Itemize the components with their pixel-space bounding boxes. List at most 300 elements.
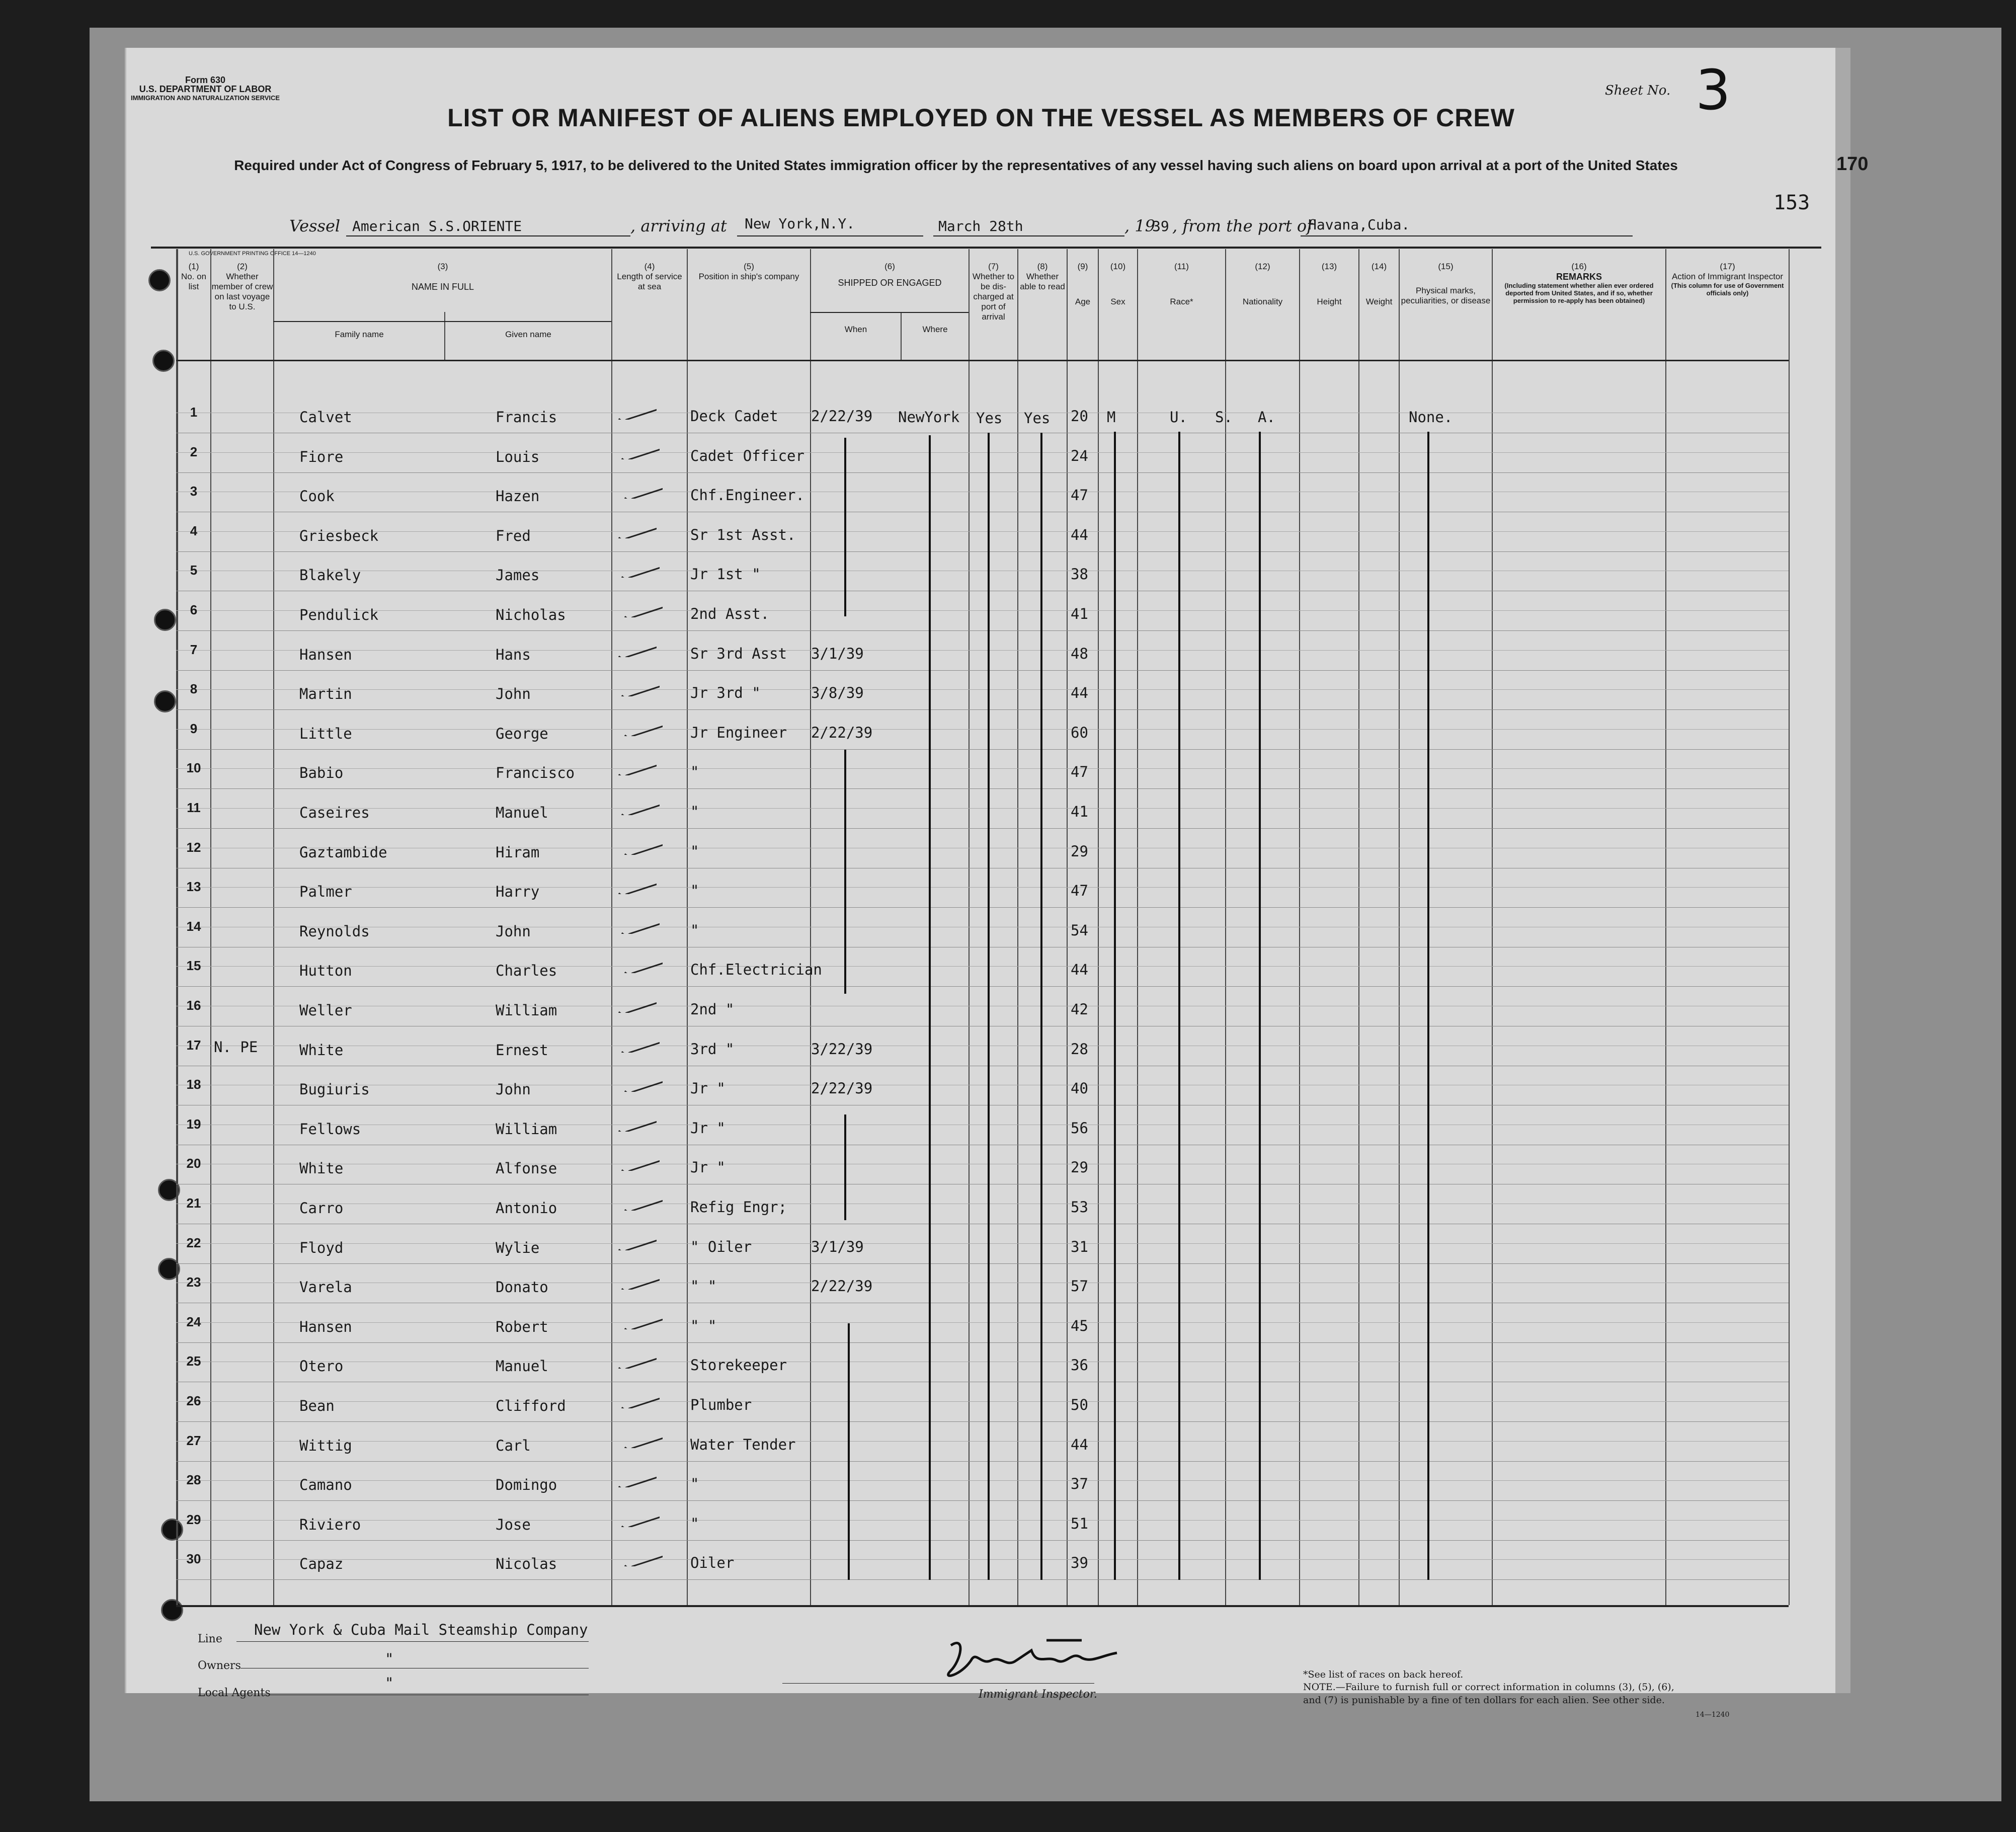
family-name-cell: Blakely (299, 567, 361, 584)
position-cell: Chf.Engineer. (690, 487, 804, 504)
binder-hole (148, 269, 171, 291)
position-cell: Jr " (690, 1119, 725, 1137)
position-cell: 2nd " (690, 1001, 735, 1018)
row-rule (176, 749, 1789, 750)
age-cell: 44 (1071, 1436, 1088, 1453)
row-rule (176, 788, 1789, 789)
given-name-cell: Clifford (496, 1397, 566, 1414)
printing-office: U.S. GOVERNMENT PRINTING OFFICE 14—1240 (189, 251, 316, 257)
year-prefix: , 19 (1124, 216, 1156, 235)
row-number: 1 (190, 405, 198, 420)
age-cell: 41 (1071, 605, 1088, 622)
ditto-line (1427, 432, 1429, 1580)
sex-value: M (1107, 409, 1116, 426)
given-name-cell: Harry (496, 883, 540, 901)
age-cell: 29 (1071, 1159, 1088, 1176)
age-cell: 29 (1071, 842, 1088, 860)
row-number: 10 (186, 760, 201, 776)
row-subrule (176, 610, 1789, 611)
shipped-when-cell: 3/1/39 (811, 1238, 864, 1255)
binder-hole (161, 1599, 183, 1621)
position-cell: " (690, 882, 699, 900)
col-index: (10) (1110, 262, 1126, 271)
shipped-when-cell: 2/22/39 (811, 724, 873, 741)
check-mark-icon (622, 1551, 663, 1566)
col-index: (13) (1321, 262, 1337, 271)
row-rule (176, 986, 1789, 987)
row-number: 27 (186, 1432, 201, 1448)
ditto-line (1178, 432, 1180, 1580)
family-name-cell: Fiore (299, 448, 344, 465)
row-rule (176, 907, 1789, 908)
row-number: 21 (186, 1196, 201, 1211)
age-cell: 28 (1071, 1040, 1088, 1058)
agents-label: Local Agents (198, 1687, 271, 1699)
col-index: (16) (1571, 262, 1587, 271)
row-subrule (176, 1243, 1789, 1244)
age-cell: 47 (1071, 763, 1088, 781)
check-mark-icon (616, 760, 657, 775)
check-mark-icon (616, 523, 657, 538)
col-index: (7) (988, 262, 999, 271)
inspector-signature (931, 1630, 1142, 1691)
date-underline (933, 235, 1124, 236)
row-number: 16 (186, 998, 201, 1013)
ditto-line (929, 435, 931, 1580)
given-name-cell: John (496, 922, 531, 940)
col-title: No. on list (181, 272, 207, 291)
col-index: (11) (1174, 262, 1189, 271)
check-mark-icon (622, 840, 663, 855)
shipped-where-value: NewYork (898, 409, 960, 426)
col-index: (4) (644, 262, 655, 271)
col-title: Weight (1365, 297, 1393, 306)
year-value: 39 (1152, 218, 1169, 234)
family-name-cell: Hansen (299, 1318, 352, 1335)
check-mark-icon (619, 1393, 660, 1408)
given-name-cell: Nicholas (496, 606, 566, 623)
age-cell: 54 (1071, 921, 1088, 939)
family-name-cell: Martin (299, 685, 352, 703)
family-name-cell: Bean (299, 1397, 335, 1414)
family-name-cell: Otero (299, 1358, 344, 1375)
header-rule (151, 247, 1821, 249)
family-name-cell: White (299, 1041, 344, 1059)
check-mark-icon (619, 800, 660, 815)
vessel-value: American S.S.ORIENTE (352, 218, 522, 234)
given-name-cell: John (496, 685, 531, 703)
given-name-cell: Francis (496, 409, 557, 426)
col-title: NAME IN FULL (411, 282, 474, 292)
row-rule (176, 1540, 1789, 1541)
age-cell: 38 (1071, 566, 1088, 583)
family-name-cell: Hutton (299, 962, 352, 980)
arriving-value: New York,N.Y. (745, 215, 855, 232)
position-cell: Deck Cadet (690, 408, 778, 425)
col-header-action (1666, 262, 1789, 297)
row-number: 5 (190, 563, 198, 578)
age-cell: 56 (1071, 1119, 1088, 1137)
check-mark-icon (619, 1512, 660, 1527)
family-name-cell: Capaz (299, 1555, 344, 1573)
row-rule (176, 828, 1789, 829)
age-cell: 50 (1071, 1396, 1088, 1413)
check-mark-icon (616, 405, 657, 420)
given-name-cell: William (496, 1002, 557, 1019)
given-name-cell: James (496, 567, 540, 584)
position-cell: Storekeeper (690, 1357, 787, 1374)
owners-value: " (385, 1650, 394, 1667)
given-name-cell: Wylie (496, 1239, 540, 1256)
arriving-underline (737, 235, 923, 236)
col-header-height (1300, 262, 1358, 307)
row-rule (176, 1579, 1789, 1580)
row-subrule (176, 531, 1789, 532)
check-mark-icon (619, 1038, 660, 1053)
line-label: Line (198, 1633, 222, 1645)
given-name-cell: Louis (496, 448, 540, 465)
row-subrule (176, 1559, 1789, 1560)
col-header-remarks (1493, 262, 1665, 304)
row-number: 12 (186, 839, 201, 855)
family-name-cell: Griesbeck (299, 527, 379, 544)
ditto-line (1259, 432, 1261, 1580)
check-mark-icon (622, 1314, 663, 1329)
shipped-when-cell: 3/1/39 (811, 645, 864, 662)
vessel-label: Vessel (289, 216, 341, 235)
row-number: 4 (190, 523, 198, 538)
given-name-cell: Manuel (496, 804, 548, 821)
col-title: Length of service at sea (617, 272, 682, 291)
col-header-when: When (844, 325, 867, 334)
ditto-line (1040, 433, 1042, 1580)
row-rule (176, 670, 1789, 671)
given-name-cell: Hazen (496, 488, 540, 505)
service-name: IMMIGRATION AND NATURALIZATION SERVICE (131, 94, 280, 102)
col-header-sex (1099, 262, 1137, 307)
row-rule (176, 1263, 1789, 1264)
family-name-cell: Camano (299, 1476, 352, 1494)
position-cell: " (690, 921, 699, 939)
family-name-cell: Little (299, 725, 352, 742)
check-mark-icon (616, 1353, 657, 1369)
given-name-cell: Charles (496, 962, 557, 980)
row-subrule (176, 1322, 1789, 1323)
col-index: (17) (1720, 262, 1735, 271)
shipped-header-rule (810, 312, 969, 313)
page-edge (1835, 48, 1850, 1693)
row-number: 30 (186, 1551, 201, 1567)
col-header-read (1018, 262, 1067, 292)
col-title: REMARKS (1556, 272, 1602, 282)
col-header-physical (1400, 262, 1492, 306)
col-line (1789, 249, 1790, 1605)
check-mark-icon (616, 1472, 657, 1487)
given-name-cell: John (496, 1081, 531, 1098)
col-index: (5) (744, 262, 754, 271)
fine-note: NOTE.—Failure to furnish full or correct information in columns (3), (5), (6), and (7) is punishable by a fine of ten dollars for each alien. See other side. (1303, 1682, 1674, 1706)
row-number: 25 (186, 1353, 201, 1369)
ditto-line (844, 438, 846, 616)
arriving-label: , arriving at (630, 216, 727, 235)
col-title: Whether to be dis-charged at port of arrival (972, 272, 1015, 322)
inspector-label: Immigrant Inspector. (979, 1688, 1097, 1701)
col-index: (12) (1255, 262, 1270, 271)
col-index: (9) (1077, 262, 1088, 271)
age-cell: 44 (1071, 961, 1088, 979)
row-rule (176, 630, 1789, 631)
position-cell: " " (690, 1317, 717, 1334)
row-number: 9 (190, 721, 198, 736)
given-name-cell: Manuel (496, 1358, 548, 1375)
given-name-cell: Domingo (496, 1476, 557, 1494)
col-title: Position in ship's company (698, 272, 799, 281)
age-cell: 47 (1071, 882, 1088, 900)
col-header-no (177, 262, 210, 292)
row-rule (176, 1421, 1789, 1422)
age-cell: 39 (1071, 1554, 1088, 1572)
discharged-value: Yes (976, 410, 1003, 427)
family-name-cell: Calvet (299, 409, 352, 426)
given-name-cell: Antonio (496, 1200, 557, 1217)
age-cell: 57 (1071, 1278, 1088, 1295)
col-title: Whether member of crew on last voyage to U.S. (211, 272, 273, 311)
row-number: 11 (187, 800, 201, 815)
position-cell: " Oiler (690, 1238, 752, 1255)
family-name-cell: Bugiuris (299, 1081, 370, 1098)
ditto-line (988, 433, 990, 1580)
row-number: 18 (186, 1077, 201, 1092)
col-title: Race* (1170, 297, 1193, 306)
agents-value: " (385, 1675, 394, 1692)
given-name-cell: George (496, 725, 548, 742)
from-value: Havana,Cuba. (1308, 216, 1410, 233)
check-mark-icon (616, 642, 657, 657)
row-rule (176, 709, 1789, 710)
family-name-cell: Pendulick (299, 606, 379, 623)
col-title: Sex (1110, 297, 1125, 306)
family-name-cell: Wittig (299, 1437, 352, 1454)
row-rule (176, 1461, 1789, 1462)
check-mark-icon (622, 1077, 663, 1092)
given-name-cell: Robert (496, 1318, 548, 1335)
row-subrule (176, 729, 1789, 730)
shipped-when-cell: 3/8/39 (811, 684, 864, 702)
position-cell: Plumber (690, 1396, 752, 1413)
col-index: (2) (237, 262, 248, 271)
row-subrule (176, 1480, 1789, 1481)
position-cell: Jr 1st " (690, 566, 761, 583)
check-mark-icon (616, 879, 657, 894)
row-rule (176, 472, 1789, 473)
row-number: 6 (190, 602, 198, 617)
table-bottom (176, 1605, 1789, 1607)
col-index: (1) (188, 262, 199, 271)
races-note: *See list of races on back hereof. (1303, 1669, 1464, 1680)
age-cell: 48 (1071, 645, 1088, 662)
family-name-cell: Fellows (299, 1120, 361, 1138)
check-mark-icon (619, 444, 660, 459)
col-header-prev-voyage (211, 262, 273, 312)
check-mark-icon (622, 958, 663, 973)
line-underline (236, 1641, 589, 1642)
col-index: (15) (1438, 262, 1454, 271)
row-subrule (176, 768, 1789, 769)
col-title: Height (1317, 297, 1342, 306)
page-number: 170 (1836, 153, 1869, 175)
check-mark-icon (619, 1156, 660, 1171)
given-name-cell: Hiram (496, 843, 540, 861)
row-number: 8 (190, 681, 198, 697)
age-cell: 36 (1071, 1357, 1088, 1374)
family-name-cell: Reynolds (299, 922, 370, 940)
position-cell: Jr " (690, 1080, 725, 1097)
check-mark-icon (622, 1433, 663, 1448)
race-value-a: U. (1170, 409, 1187, 426)
check-mark-icon (619, 681, 660, 696)
page-subtitle: Required under Act of Congress of February 5, 1917, to be delivered to the United States immigration officer by the representatives of any vessel having such aliens on board upon arrival at a port of the United States (234, 157, 1678, 173)
col-index: (6) (884, 262, 895, 271)
col-index: (8) (1037, 262, 1048, 271)
position-cell: Water Tender (690, 1436, 796, 1453)
row-rule (176, 551, 1789, 552)
check-mark-icon (619, 1275, 660, 1290)
row-number: 15 (186, 958, 201, 974)
age-cell: 45 (1071, 1317, 1088, 1334)
col-header-given: Given name (505, 330, 551, 339)
form-code: 14—1240 (1696, 1711, 1730, 1719)
check-mark-icon (616, 1117, 657, 1132)
age-cell: 44 (1071, 526, 1088, 543)
position-cell: " (690, 842, 699, 860)
row-number: 2 (190, 444, 198, 459)
vessel-underline (346, 235, 630, 236)
col-header-race (1138, 262, 1225, 307)
col-title: Physical marks, peculiarities, or disease (1401, 286, 1491, 305)
family-name-cell: Caseires (299, 804, 370, 821)
ditto-line (1114, 432, 1116, 1580)
age-cell: 44 (1071, 684, 1088, 702)
family-name-cell: Palmer (299, 883, 352, 901)
position-cell: Refig Engr; (690, 1199, 787, 1216)
col-title: SHIPPED OR ENGAGED (838, 278, 942, 288)
check-mark-icon (622, 484, 663, 499)
race-value-b: S. (1215, 409, 1233, 426)
family-name-cell: Gaztambide (299, 843, 387, 861)
position-cell: " " (690, 1278, 717, 1295)
ditto-line (844, 1114, 846, 1220)
check-mark-icon (622, 721, 663, 736)
position-cell: Jr 3rd " (690, 684, 761, 702)
given-name-cell: Hans (496, 646, 531, 663)
row-number: 20 (186, 1156, 201, 1171)
binder-hole (154, 609, 176, 631)
col-index: (14) (1371, 262, 1387, 271)
row-subrule (176, 1401, 1789, 1402)
row-number: 14 (186, 918, 201, 934)
position-cell: Sr 1st Asst. (690, 526, 796, 543)
col-line (901, 312, 902, 360)
check-mark-icon (616, 998, 657, 1013)
row-number: 29 (186, 1511, 201, 1527)
prev-voyage-cell: N. PE (214, 1038, 258, 1056)
col-header-position (688, 262, 810, 282)
family-name-cell: Hansen (299, 646, 352, 663)
form-reference (131, 75, 280, 103)
row-number: 3 (190, 484, 198, 499)
given-name-cell: Ernest (496, 1041, 548, 1059)
age-cell: 20 (1071, 408, 1088, 425)
col-header-age (1068, 262, 1098, 307)
owners-label: Owners (198, 1659, 241, 1672)
row-rule (176, 1342, 1789, 1343)
row-subrule (176, 887, 1789, 888)
col-header-weight (1359, 262, 1399, 307)
col-note: (This column for use of Government officials only) (1671, 282, 1784, 297)
check-mark-icon (622, 1196, 663, 1211)
from-label: , from the port of (1172, 216, 1313, 235)
row-subrule (176, 689, 1789, 690)
position-cell: " (690, 1475, 699, 1493)
page-title: LIST OR MANIFEST OF ALIENS EMPLOYED ON THE VESSEL AS MEMBERS OF CREW (447, 104, 1515, 132)
age-cell: 24 (1071, 447, 1088, 464)
family-name-cell: Varela (299, 1279, 352, 1296)
family-name-cell: Riviero (299, 1516, 361, 1533)
age-cell: 51 (1071, 1515, 1088, 1532)
ditto-line (848, 1323, 850, 1580)
col-header-discharged (970, 262, 1017, 322)
family-name-cell: White (299, 1160, 344, 1177)
shipped-when-cell: 2/22/39 (811, 408, 873, 425)
given-name-cell: William (496, 1120, 557, 1138)
row-number: 28 (186, 1472, 201, 1488)
stamp-number: 153 (1773, 191, 1810, 214)
col-title: Age (1075, 297, 1091, 306)
row-subrule (176, 1441, 1789, 1442)
row-number: 19 (186, 1116, 201, 1132)
row-number: 22 (186, 1235, 201, 1250)
position-cell: Chf.Electrician (690, 961, 822, 979)
col-index: (3) (437, 262, 448, 271)
age-cell: 31 (1071, 1238, 1088, 1255)
ditto-line (844, 750, 846, 994)
row-number: 26 (186, 1393, 201, 1408)
position-cell: " (690, 1515, 699, 1532)
binder-hole (152, 350, 175, 372)
age-cell: 41 (1071, 803, 1088, 820)
name-header-rule (273, 321, 611, 322)
shipped-when-cell: 2/22/39 (811, 1278, 873, 1295)
nationality-value: A. (1258, 409, 1275, 426)
row-number: 13 (186, 879, 201, 895)
col-title: Whether able to read (1020, 272, 1065, 291)
form-number: Form 630 (185, 75, 226, 85)
family-name-cell: Floyd (299, 1239, 344, 1256)
check-mark-icon (622, 602, 663, 617)
col-header-where: Where (922, 325, 948, 334)
given-name-cell: Nicolas (496, 1555, 557, 1573)
row-number: 7 (190, 642, 198, 657)
position-cell: 2nd Asst. (690, 605, 770, 622)
age-cell: 60 (1071, 724, 1088, 741)
row-number: 17 (186, 1037, 201, 1053)
date-value: March 28th (938, 218, 1023, 234)
sheet-label: Sheet No. (1605, 83, 1671, 98)
age-cell: 37 (1071, 1475, 1088, 1493)
physical-value: None. (1409, 409, 1453, 426)
position-cell: Oiler (690, 1554, 735, 1572)
col-header-shipped (811, 262, 969, 288)
